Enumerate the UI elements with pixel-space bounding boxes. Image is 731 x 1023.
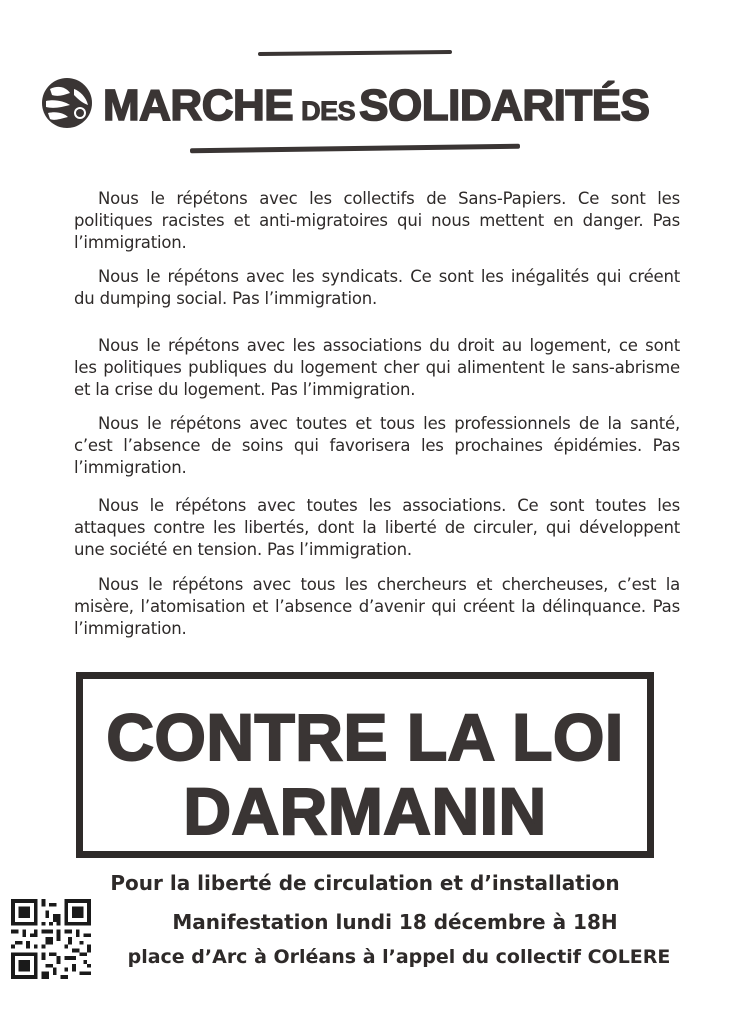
top-divider: [258, 50, 452, 56]
globe-hands-icon: [40, 75, 94, 131]
masthead-title: [103, 78, 649, 134]
paragraph-logement: Nous le répétons avec les associations du droit au logement, ce sont les politiques publiques du logement cher qui alimentent le sans-abrisme et la crise du logement. Pas l’immigration.: [74, 336, 680, 399]
paragraph-chercheurs: Nous le répétons avec tous les chercheurs et chercheuses, c’est la misère, l’atomisation et l’absence d’avenir qui créent la délinquance. Pas l’immigration.: [74, 575, 680, 638]
title-marche: MARCHE: [103, 81, 294, 130]
banner-line-2: DARMANIN: [183, 774, 547, 848]
paragraph-syndicats: Nous le répétons avec les syndicats. Ce sont les inégalités qui créent du dumping social. Pas l’immigration.: [74, 267, 680, 308]
paragraph-sante: Nous le répétons avec toutes et tous les professionnels de la santé, c’est l’absence de soins qui favorisera les prochaines épidémies. Pas l’immigration.: [74, 414, 680, 477]
paragraph-associations: Nous le répétons avec toutes les associations. Ce sont toutes les attaques contre les libertés, dont la liberté de circuler, qui développent une société en tension. Pas l’immigration.: [74, 496, 680, 559]
banner-box: [76, 672, 654, 858]
bottom-divider: [190, 144, 520, 154]
paragraph-sans-papiers: Nous le répétons avec les collectifs de Sans-Papiers. Ce sont les politiques racistes et anti-migratoires qui nous mettent en danger. Pas l’immigration.: [74, 189, 680, 252]
cta-date: Manifestation lundi 18 décembre à 18H: [172, 910, 618, 934]
qr-code-icon[interactable]: [11, 899, 91, 979]
cta-liberty: Pour la liberté de circulation et d’installation: [110, 871, 620, 895]
banner-line-1: CONTRE LA LOI: [106, 700, 624, 774]
title-des: DES: [301, 96, 356, 126]
title-solidarites: SOLIDARITÉS: [359, 81, 650, 130]
cta-location: place d’Arc à Orléans à l’appel du collectif COLERE: [127, 946, 671, 968]
